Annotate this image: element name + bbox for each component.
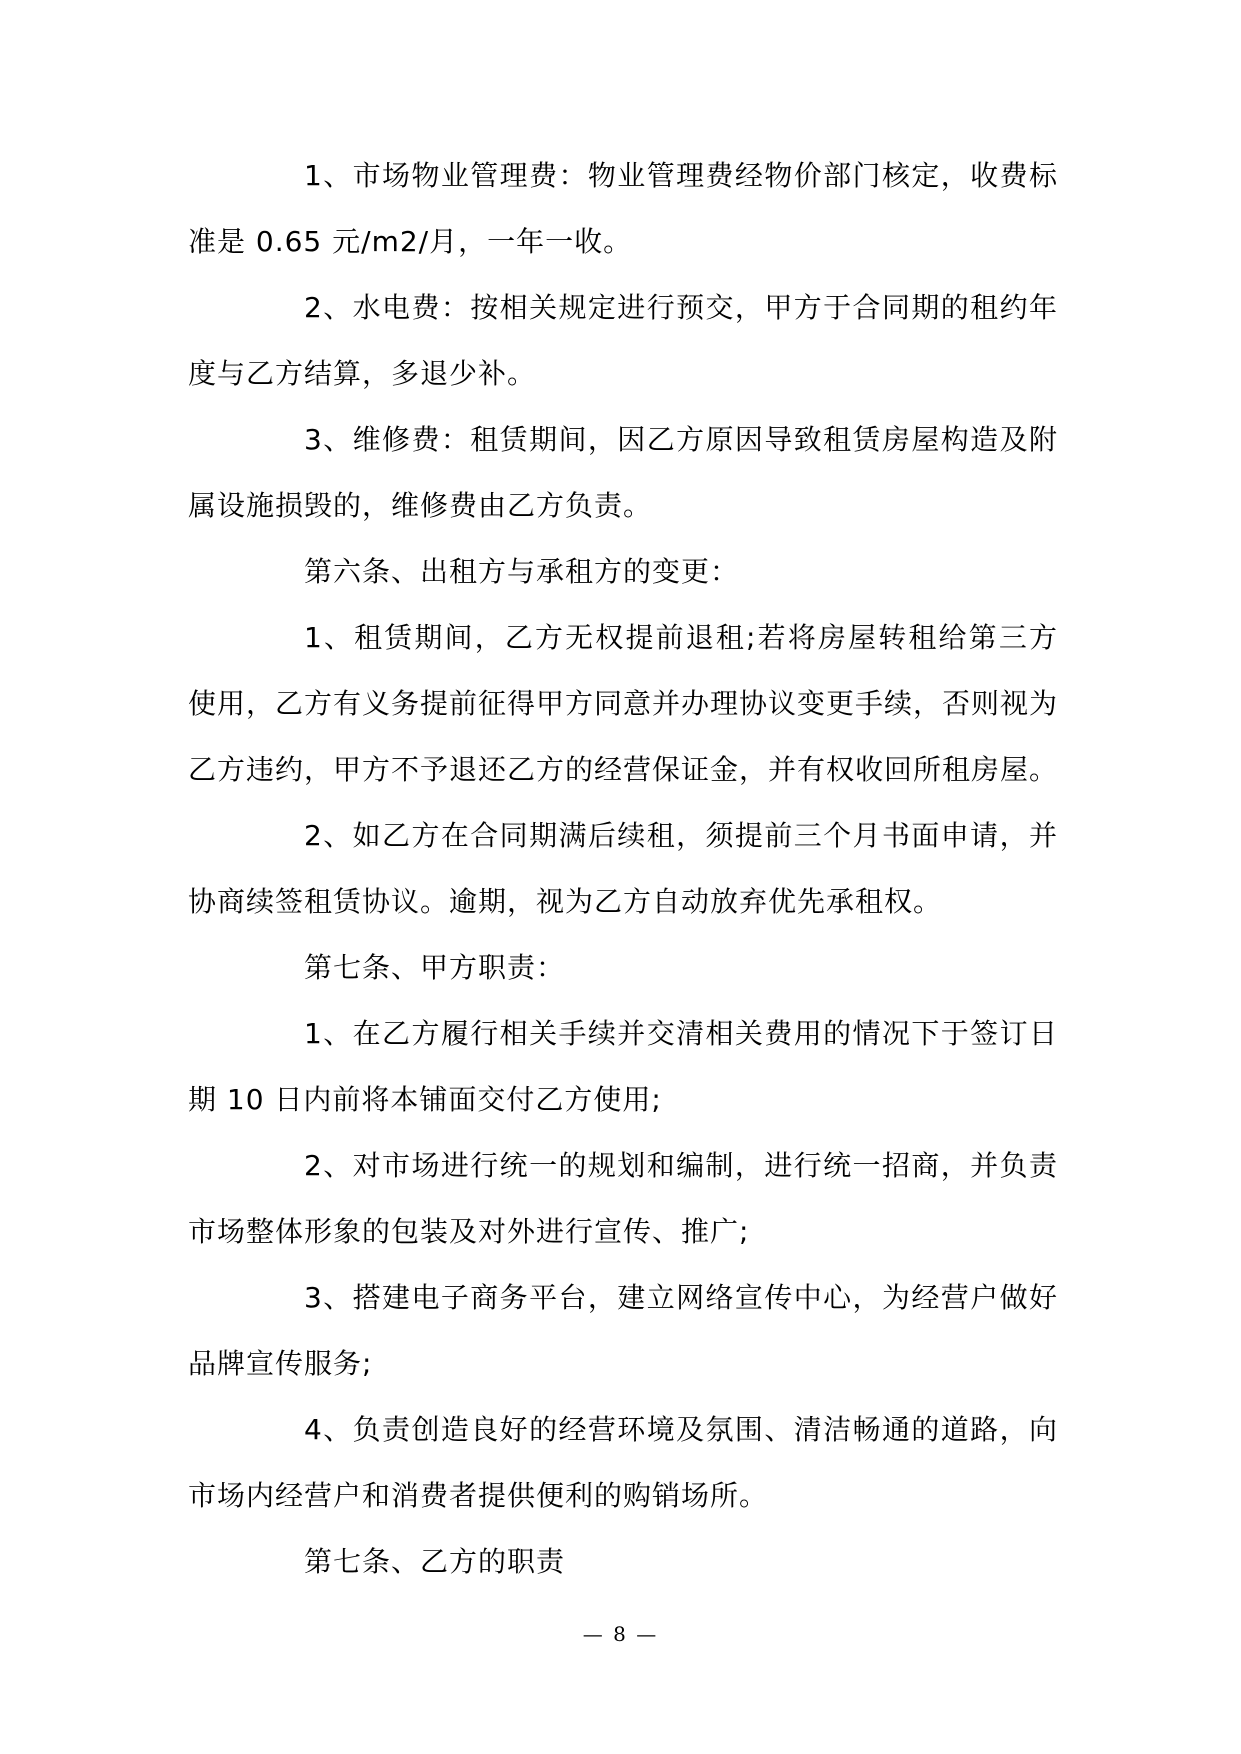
heading-article-7-party-b: 第七条、乙方的职责 (304, 1545, 566, 1578)
paragraph-party-a-duty-2: 2、对市场进行统一的规划和编制，进行统一招商，并负责市场整体形象的包装及对外进行宣传、推广; (188, 1149, 1058, 1248)
heading-article-6: 第六条、出租方与承租方的变更： (304, 555, 740, 588)
paragraph-property-fee: 1、市场物业管理费：物业管理费经物价部门核定，收费标准是 0.65 元/m2/月，一年一收。 (188, 159, 1058, 258)
paragraph-no-early-termination: 1、租赁期间，乙方无权提前退租;若将房屋转租给第三方使用，乙方有义务提前征得甲方同意并办理协议变更手续，否则视为乙方违约，甲方不予退还乙方的经营保证金，并有权收回所租房屋。 (188, 621, 1059, 786)
paragraph-renewal: 2、如乙方在合同期满后续租，须提前三个月书面申请，并协商续签租赁协议。逾期，视为乙方自动放弃优先承租权。 (188, 819, 1058, 918)
paragraph-utility-fee: 2、水电费：按相关规定进行预交，甲方于合同期的租约年度与乙方结算，多退少补。 (188, 291, 1058, 390)
page-number: — 8 — (582, 1622, 659, 1646)
paragraph-party-a-duty-3: 3、搭建电子商务平台，建立网络宣传中心，为经营户做好品牌宣传服务; (188, 1281, 1058, 1380)
paragraph-party-a-duty-1: 1、在乙方履行相关手续并交清相关费用的情况下于签订日期 10 日内前将本铺面交付乙方使用; (188, 1017, 1058, 1116)
heading-article-7-party-a: 第七条、甲方职责： (304, 951, 566, 984)
paragraph-party-a-duty-4: 4、负责创造良好的经营环境及氛围、清洁畅通的道路，向市场内经营户和消费者提供便利的购销场所。 (188, 1413, 1058, 1512)
paragraph-maintenance-fee: 3、维修费：租赁期间，因乙方原因导致租赁房屋构造及附属设施损毁的，维修费由乙方负责。 (188, 423, 1058, 522)
